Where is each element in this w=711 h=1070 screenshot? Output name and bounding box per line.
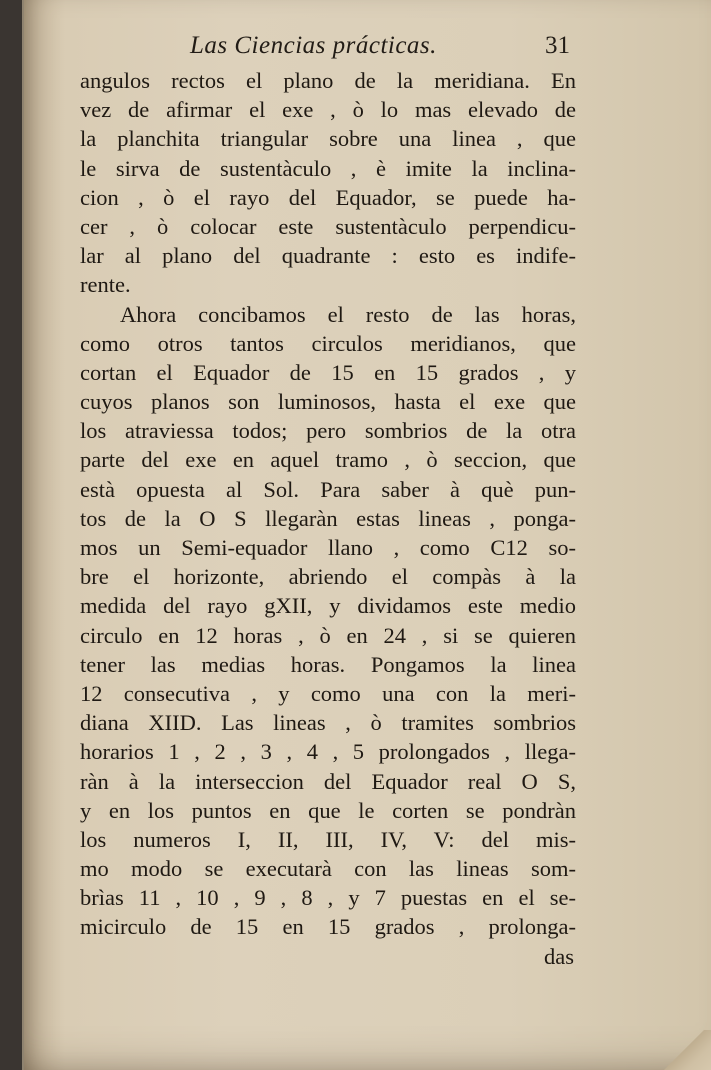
text-line: ràn à la interseccion del Equador real O S,	[80, 768, 576, 794]
text-line: vez de afirmar el exe , ò lo mas elevado de	[80, 97, 576, 123]
text-line: los atraviessa todos; pero sombrios de la otra	[80, 418, 576, 444]
text-line: tos de la O S llegaràn estas lineas , ponga-	[80, 505, 576, 531]
text-line: està opuesta al Sol. Para saber à què pun-	[80, 476, 576, 502]
text-line: parte del exe en aquel tramo , ò seccion, que	[80, 447, 576, 473]
text-line: cuyos planos son luminosos, hasta el exe que	[80, 389, 576, 415]
text-line: horarios 1 , 2 , 3 , 4 , 5 prolongados , llega-	[80, 739, 576, 765]
text-line: cer , ò colocar este sustentàculo perpendicu-	[80, 213, 576, 239]
text-line: cion , ò el rayo del Equador, se puede ha-	[80, 184, 576, 210]
text-line: mos un Semi-equador llano , como C12 so-	[80, 535, 576, 560]
text-line: diana XIID. Las lineas , ò tramites sombrios	[80, 710, 576, 736]
page-corner	[663, 1030, 711, 1070]
text-line: lar al plano del quadrante : esto es indife-	[80, 243, 576, 269]
text-line: y en los puntos en que le corten se pondràn	[80, 797, 576, 823]
text-line: micirculo de 15 en 15 grados , prolonga-	[80, 914, 576, 940]
text-line: los numeros I, II, III, IV, V: del mis-	[80, 826, 576, 852]
text-line: bre el horizonte, abriendo el compàs à la	[80, 564, 576, 590]
text-line: le sirva de sustentàculo , è imite la inclina-	[80, 155, 576, 181]
text-line: mo modo se executarà con las lineas som-	[80, 856, 576, 882]
page-number: 31	[545, 32, 570, 59]
running-title: Las Ciencias prácticas.	[190, 32, 437, 59]
text-line: como otros tantos circulos meridianos, que	[80, 330, 576, 356]
text-line: medida del rayo gXII, y dividamos este medio	[80, 593, 576, 619]
text-line: circulo en 12 horas , ò en 24 , si se quieren	[80, 622, 576, 648]
text-line: 12 consecutiva , y como una con la meri-	[80, 680, 576, 706]
book-page	[22, 0, 711, 1070]
text-line: angulos rectos el plano de la meridiana. En	[80, 68, 576, 93]
text-line: rente.	[80, 272, 131, 298]
text-line: cortan el Equador de 15 en 15 grados , y	[80, 359, 576, 385]
text-line: tener las medias horas. Pongamos la linea	[80, 651, 576, 677]
page-header	[190, 32, 570, 68]
catchword: das	[544, 943, 574, 969]
text-line: la planchita triangular sobre una linea , que	[80, 126, 576, 152]
text-line: brìas 11 , 10 , 9 , 8 , y 7 puestas en el se-	[80, 885, 576, 911]
body-text	[80, 66, 576, 971]
text-line: Ahora concibamos el resto de las horas,	[120, 301, 576, 327]
